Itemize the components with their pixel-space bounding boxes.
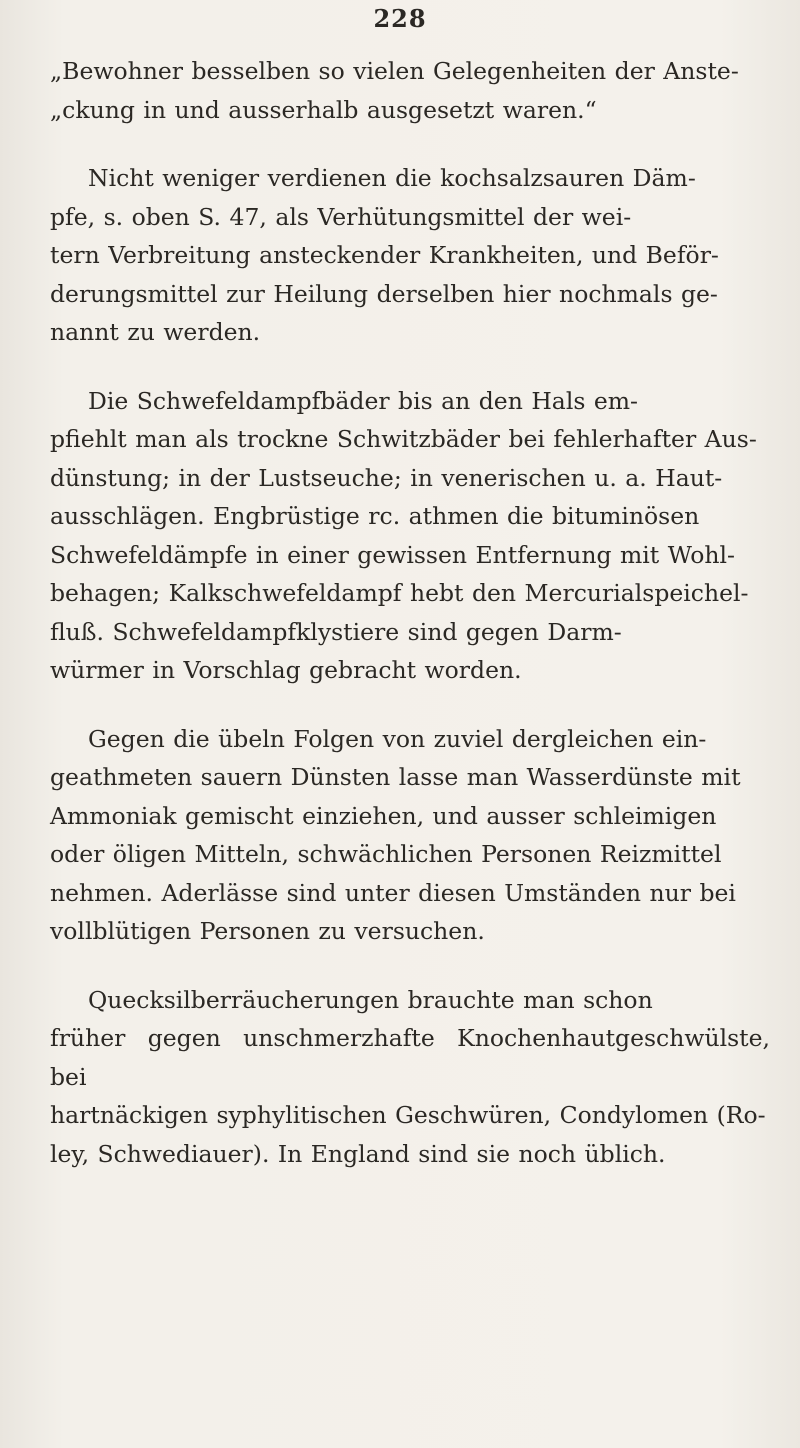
paragraph-quecksilber: [50, 981, 770, 1174]
text-line: vollblütigen Personen zu versuchen.: [50, 917, 485, 945]
text-line: hartnäckigen syphylitischen Geschwüren, Condylomen (Ro-: [50, 1101, 766, 1129]
text-line: pfe, s. oben S. 47, als Verhütungsmittel der wei-: [50, 202, 632, 231]
text-line: Gegen die übeln Folgen von zuviel dergleichen ein-: [88, 724, 707, 753]
text-line: geathmeten sauern Dünsten lasse man Wasserdünste mit: [50, 763, 741, 791]
text-line: würmer in Vorschlag gebracht worden.: [50, 656, 522, 684]
text-line: nehmen. Aderlässe sind unter diesen Umständen nur bei: [50, 878, 736, 907]
text-line: oder öligen Mitteln, schwächlichen Personen Reizmittel: [50, 840, 722, 868]
text-line: ausschlägen. Engbrüstige rc. athmen die bituminösen: [50, 502, 700, 530]
text-line: derungsmittel zur Heilung derselben hier nochmals ge-: [50, 279, 718, 308]
text-line: Schwefeldämpfe in einer gewissen Entfernung mit Wohl-: [50, 540, 735, 569]
text-line: Nicht weniger verdienen die kochsalzsauren Däm-: [88, 164, 696, 192]
text-line: „Bewohner besselben so vielen Gelegenheiten der Anste-: [50, 57, 739, 85]
text-line: nannt zu werden.: [50, 318, 261, 346]
text-line: ley, Schwediauer). In England sind sie noch üblich.: [50, 1139, 666, 1168]
text-line: tern Verbreitung ansteckender Krankheiten, und Beför-: [50, 241, 719, 269]
text-line: Quecksilberräucherungen brauchte man schon: [88, 985, 653, 1014]
paragraph-schwefeldampfbaeder: [50, 382, 770, 690]
paragraph-ammoniak: [50, 720, 770, 951]
text-line: „ckung in und ausserhalb ausgesetzt waren.“: [50, 95, 597, 124]
text-line: behagen; Kalkschwefeldampf hebt den Mercurialspeichel-: [50, 579, 749, 607]
text-line: Ammoniak gemischt einziehen, und ausser schleimigen: [50, 801, 717, 830]
text-line: dünstung; in der Lustseuche; in venerischen u. a. Haut-: [50, 463, 723, 492]
text-line: Die Schwefeldampfbäder bis an den Hals em-: [88, 386, 638, 415]
paragraph-kochsalzsauren-daempfe: [50, 159, 770, 352]
text-line: früher gegen unschmerzhafte Knochenhautgeschwülste, bei: [50, 1024, 770, 1091]
page-number: 228: [373, 4, 427, 33]
paragraph-quote-end: [50, 52, 770, 129]
body-text: [50, 52, 770, 1173]
text-line: fluß. Schwefeldampfklystiere sind gegen Darm-: [50, 617, 622, 646]
text-line: pfiehlt man als trockne Schwitzbäder bei fehlerhafter Aus-: [50, 425, 757, 453]
